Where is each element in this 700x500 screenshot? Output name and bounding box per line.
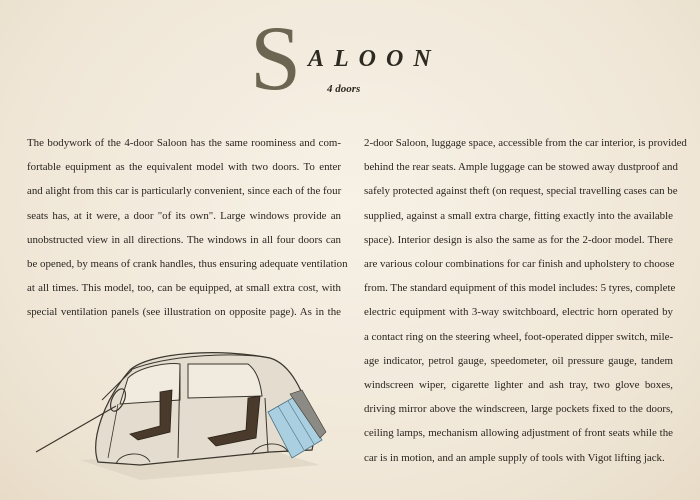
title-initial: S bbox=[250, 7, 302, 109]
text-line: be opened, by means of crank handles, thus ensuring adequate ventilation bbox=[27, 258, 348, 271]
text-line: safely protected against theft (on request, special travelling cases can be bbox=[364, 185, 678, 198]
text-line: fortable equipment as the equivalent model with two doors. To enter bbox=[27, 161, 341, 174]
text-line: from. The standard equipment of this model includes: 5 tyres, complete bbox=[364, 282, 676, 295]
text-line: electric equipment with 3-way switchboard, electric horn operated by bbox=[364, 306, 673, 319]
text-line: special ventilation panels (see illustration on opposite page). As in the bbox=[27, 306, 341, 319]
text-line: 2-door Saloon, luggage space, accessible from the car interior, is provided bbox=[364, 137, 687, 149]
text-line: car is in motion, and an ample supply of tools with Vigot lifting jack. bbox=[364, 451, 665, 464]
text-line: are various colour combinations for car finish and upholstery to choose bbox=[364, 258, 675, 271]
right-text-column bbox=[364, 131, 687, 470]
text-line: behind the rear seats. Ample luggage can be stowed away dustproof and bbox=[364, 161, 678, 174]
text-line: driving mirror above the windscreen, large pockets fixed to the doors, bbox=[364, 403, 673, 416]
text-line: unobstructed view in all directions. The windows in all four doors can bbox=[27, 233, 341, 246]
text-line: age indicator, petrol gauge, speedometer, oil pressure gauge, tandem bbox=[364, 354, 673, 367]
text-line: space). Interior design is also the same as for the 2-door model. There bbox=[364, 233, 673, 246]
page-subtitle: 4 doors bbox=[327, 83, 361, 95]
title-text: ALOON bbox=[308, 46, 441, 72]
car-cutaway-illustration bbox=[20, 340, 340, 490]
text-line: ceiling lamps, mechanism allowing adjustment of front seats while the bbox=[364, 427, 673, 440]
text-line: a contact ring on the steering wheel, foot-operated dipper switch, mile- bbox=[364, 330, 674, 343]
text-line: at all times. This model, too, can be equipped, at small extra cost, with bbox=[27, 282, 341, 295]
text-line: seats has, at it were, a door "of its own". Large windows provide an bbox=[27, 209, 341, 222]
text-line: The bodywork of the 4-door Saloon has the same roominess and com- bbox=[27, 137, 341, 149]
text-line: and alight from this car is particularly convenient, since each of the four bbox=[27, 185, 342, 198]
page-title bbox=[240, 7, 460, 112]
text-line: supplied, against a small extra charge, fitting exactly into the available bbox=[364, 209, 673, 222]
left-text-column bbox=[27, 131, 348, 325]
text-line: windscreen wiper, cigarette lighter and ash tray, two glove boxes, bbox=[364, 379, 673, 392]
